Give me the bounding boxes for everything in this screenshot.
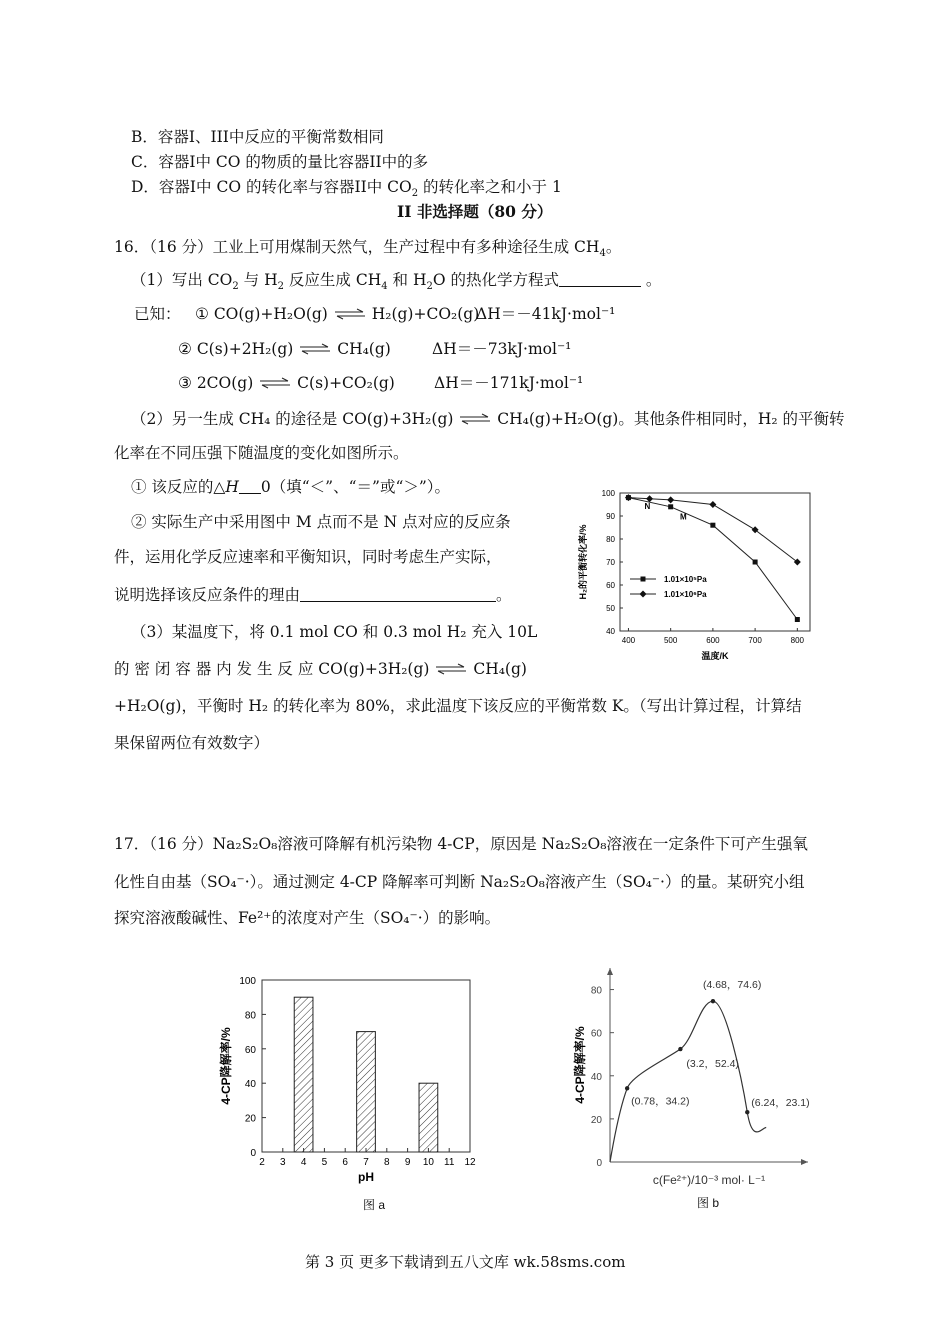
equilibrium-arrow-icon xyxy=(333,308,367,320)
reaction-1-dh: ΔH＝－41kJ·mol⁻¹ xyxy=(476,305,616,323)
y-tick-label: 50 xyxy=(606,604,615,613)
option-b: B．容器I、III中反应的平衡常数相同 xyxy=(131,128,384,146)
legend-marker-diamond xyxy=(640,591,647,598)
reaction-3: ③ 2CO(g) C(s)+CO₂(g) xyxy=(178,374,395,392)
x-tick-label: 600 xyxy=(706,636,720,645)
annotation-n: N xyxy=(644,502,651,512)
x-tick-label: 3 xyxy=(280,1157,286,1168)
x-tick-label: 500 xyxy=(663,636,678,645)
section-title: II 非选择题（80 分） xyxy=(397,202,553,221)
y-tick-label: 0 xyxy=(250,1148,256,1159)
data-point xyxy=(745,1110,749,1114)
y-tick-label: 60 xyxy=(244,1044,256,1056)
q16-part3-d: 果保留两位有效数字） xyxy=(114,734,270,752)
option-d: D．容器I中 CO 的转化率与容器II中 $CO_2$ 的转化率之和小于 1 xyxy=(131,178,562,200)
reaction-2-dh: ΔH＝－73kJ·mol⁻¹ xyxy=(432,340,572,358)
x-tick-label: 4 xyxy=(300,1157,307,1168)
data-point-square xyxy=(795,617,800,622)
x-tick-label: 8 xyxy=(384,1157,390,1168)
series-line xyxy=(628,498,797,620)
q16-part2-2a: ② 实际生产中采用图中 M 点而不是 N 点对应的反应条 xyxy=(131,513,511,531)
y-axis-label: H₂的平衡转化率/% xyxy=(578,524,588,600)
q16-part1: （1）写出 $CO_2$ 与 $H_2$ 反应生成 $CH_4$ 和 $H_2O$ 的热化学方程式 。 xyxy=(131,271,662,293)
data-label: (4.68，74.6) xyxy=(702,979,762,992)
q16-part2-2c: 说明选择该反应条件的理由 。 xyxy=(114,586,512,604)
x-axis-label: 温度/K xyxy=(701,651,729,661)
data-point xyxy=(678,1047,682,1051)
equilibrium-arrow-icon xyxy=(458,413,492,425)
chart-a-ph xyxy=(212,966,484,1186)
annotation-m: M xyxy=(679,512,687,522)
y-tick-label: 0 xyxy=(596,1158,602,1169)
q16-part2-1: ① 该反应的△H 0（填“＜”、“＝”或“＞”）。 xyxy=(131,478,451,496)
plot-frame xyxy=(620,493,810,631)
reaction-3-dh: ΔH＝－171kJ·mol⁻¹ xyxy=(434,374,584,392)
chart-a-caption: 图 a xyxy=(363,1198,386,1212)
x-tick-label: 400 xyxy=(621,636,636,645)
y-tick-label: 60 xyxy=(590,1028,602,1040)
data-point-diamond xyxy=(667,496,674,503)
bar xyxy=(357,1032,376,1152)
x-tick-label: 6 xyxy=(342,1157,348,1168)
q16-part2-line2: 化率在不同压强下随温度的变化如图所示。 xyxy=(114,444,409,462)
y-tick-label: 70 xyxy=(606,558,615,567)
x-tick-label: 12 xyxy=(464,1157,476,1168)
chart-b-caption: 图 b xyxy=(697,1196,720,1210)
page-footer: 第 3 页 更多下载请到五八文库 wk.58sms.com xyxy=(305,1253,626,1271)
data-point xyxy=(625,1086,629,1090)
data-label: (0.78，34.2) xyxy=(631,1095,690,1108)
y-axis-label: 4-CP降解率/% xyxy=(573,1026,587,1104)
x-tick-label: 5 xyxy=(321,1157,328,1168)
y-tick-label: 80 xyxy=(590,985,602,997)
y-tick-label: 20 xyxy=(244,1113,256,1125)
q17-line2: 化性自由基（SO₄⁻·）。通过测定 4-CP 降解率可判断 Na₂S₂O₈溶液产生（SO₄⁻·）的量。某研究小组 xyxy=(114,873,805,891)
y-tick-label: 80 xyxy=(244,1010,256,1022)
legend-label: 1.01×10⁶Pa xyxy=(664,590,707,599)
y-tick-label: 100 xyxy=(239,976,256,987)
equilibrium-arrow-icon xyxy=(298,343,332,355)
data-point-square xyxy=(710,523,715,528)
y-axis-arrow-icon xyxy=(607,968,613,975)
legend-label: 1.01×10⁵Pa xyxy=(664,575,707,584)
x-tick-label: 800 xyxy=(790,636,805,645)
x-tick-label: 10 xyxy=(422,1157,434,1168)
chart-b-fe xyxy=(570,960,838,1192)
y-tick-label: 80 xyxy=(606,535,615,544)
y-tick-label: 90 xyxy=(606,512,615,521)
q16-part3-a: （3）某温度下，将 0.1 mol CO 和 0.3 mol H₂ 充入 10L xyxy=(131,623,538,641)
data-point xyxy=(711,999,715,1003)
y-tick-label: 40 xyxy=(590,1071,602,1083)
q17-line3: 探究溶液酸碱性、Fe²⁺的浓度对产生（SO₄⁻·）的影响。 xyxy=(114,909,501,927)
y-tick-label: 20 xyxy=(590,1114,602,1126)
known-label: 已知： xyxy=(134,305,181,323)
y-tick-label: 40 xyxy=(606,627,615,636)
equilibrium-arrow-icon xyxy=(434,663,468,675)
y-tick-label: 60 xyxy=(606,581,615,590)
option-c: C．容器I中 CO 的物质的量比容器II中的多 xyxy=(131,153,429,171)
x-tick-label: 9 xyxy=(404,1157,411,1168)
q17-line1: 17．（16 分）Na₂S₂O₈溶液可降解有机污染物 4-CP，原因是 Na₂S₂O₈溶液在一定条件下可产生强氧 xyxy=(114,835,808,853)
q16-part2-2b: 件，运用化学反应速率和平衡知识，同时考虑生产实际， xyxy=(114,548,502,566)
x-tick-label: 2 xyxy=(259,1157,265,1168)
q16-stem: 16．（16 分）工业上可用煤制天然气，生产过程中有多种途径生成 $CH_4$。 xyxy=(114,238,622,260)
x-tick-label: 11 xyxy=(444,1157,455,1168)
x-tick-label: 7 xyxy=(363,1157,369,1168)
data-label: (3.2，52.4) xyxy=(686,1058,739,1071)
y-axis-label: 4-CP降解率/% xyxy=(219,1027,233,1105)
x-axis-label: c(Fe²⁺)/10⁻³ mol· L⁻¹ xyxy=(652,1173,766,1187)
data-point-diamond xyxy=(709,501,716,508)
data-point-square xyxy=(753,560,758,565)
x-axis-arrow-icon xyxy=(801,1159,808,1165)
q16-part2-line1: （2）另一生成 CH₄ 的途径是 CO(g)+3H₂(g) CH₄(g)+H₂O(g)。其他条件相同时，H₂ 的平衡转 xyxy=(131,410,845,428)
curve xyxy=(610,1001,766,1162)
equilibrium-arrow-icon xyxy=(258,377,292,389)
h2-conversion-chart xyxy=(572,483,820,667)
bar xyxy=(419,1083,438,1152)
x-axis-label: pH xyxy=(358,1170,374,1184)
data-point-square xyxy=(668,504,673,509)
reaction-1: ① CO(g)+H₂O(g) H₂(g)+CO₂(g) xyxy=(195,305,480,323)
y-tick-label: 40 xyxy=(244,1079,256,1091)
y-tick-label: 100 xyxy=(601,489,615,498)
q16-part3-c: +H₂O(g)，平衡时 H₂ 的转化率为 80%，求此温度下该反应的平衡常数 K。（写出计算过程，计算结 xyxy=(114,697,802,715)
legend-marker-square xyxy=(641,577,646,582)
q16-part3-b: 的 密 闭 容 器 内 发 生 反 应 CO(g)+3H₂(g) CH₄(g) xyxy=(114,660,527,678)
reaction-2: ② C(s)+2H₂(g) CH₄(g) xyxy=(178,340,391,358)
bar xyxy=(294,997,313,1152)
x-tick-label: 700 xyxy=(748,636,762,645)
data-label: (6.24，23.1) xyxy=(751,1097,810,1110)
